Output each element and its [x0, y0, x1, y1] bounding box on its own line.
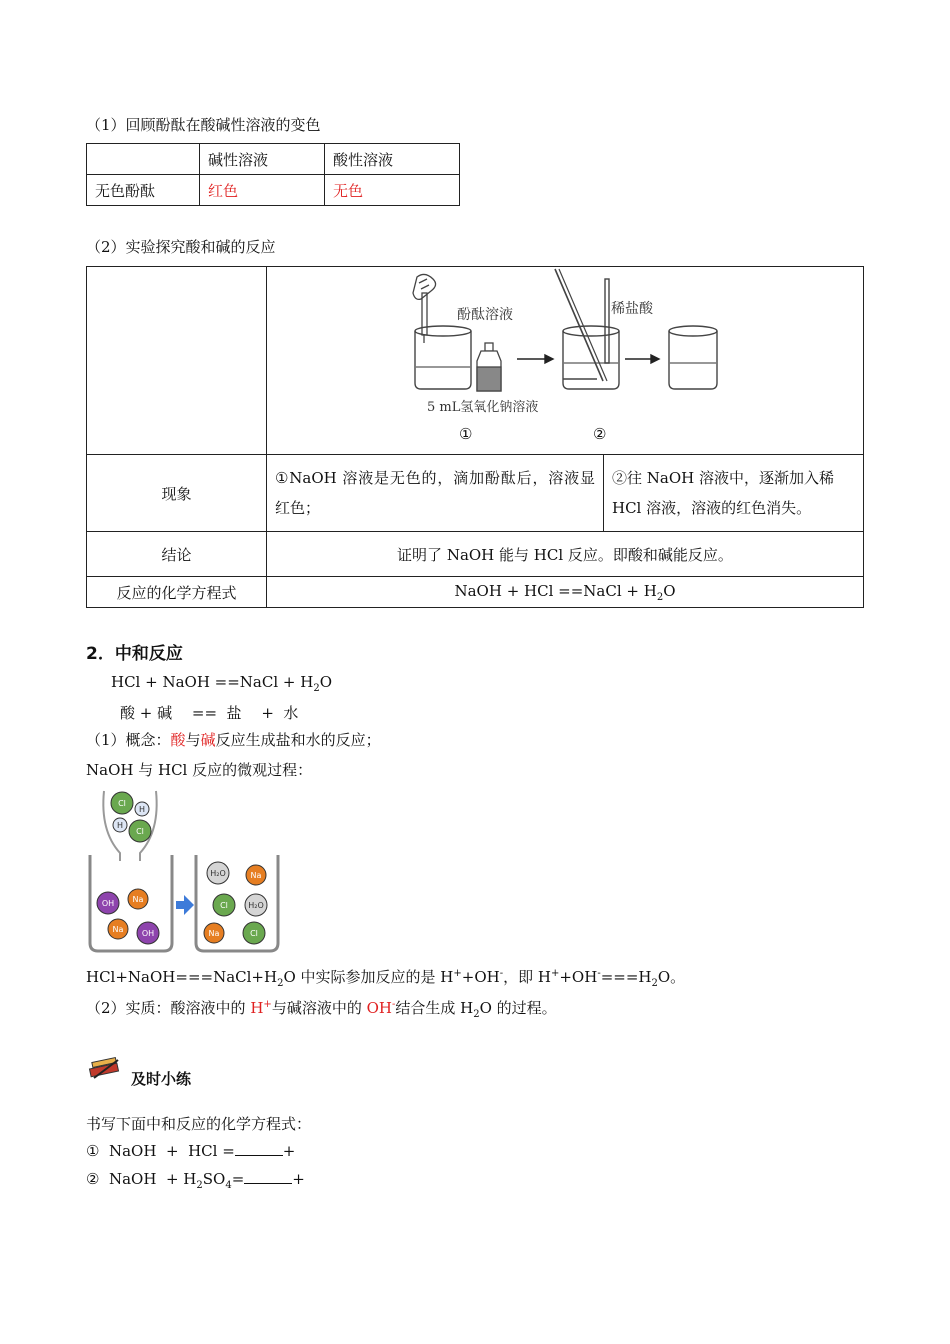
micro-process-diagram: [86, 785, 282, 955]
equation-label: 反应的化学方程式: [87, 577, 267, 608]
ion-na-1: Na: [132, 895, 144, 904]
micro-process-label: NaOH 与 HCl 反应的微观过程：: [86, 761, 313, 779]
arrow-right-icon: [625, 355, 659, 363]
experiment-figure-cell: [267, 267, 864, 455]
acid-label: 稀盐酸: [611, 301, 653, 317]
equation-text: NaOH + HCl ==NaCl + $H_2O$: [267, 577, 864, 608]
acidic-color: 无色: [325, 175, 460, 206]
ionic-equation-line: $HCl+NaOH===NaCl+H_2O$ 中实际参加反应的是 H++OH-，即 $H^++OH^-===H_2O$。: [86, 968, 686, 989]
phenomenon-label: 现象: [87, 455, 267, 532]
practice-q1: ① NaOH + HCl = +: [86, 1142, 296, 1160]
ion-cl-2: Cl: [136, 827, 144, 836]
conclusion-label: 结论: [87, 532, 267, 577]
section1-heading: （1）回顾酚酞在酸碱性溶液的变色: [86, 116, 321, 134]
ion-cl-1: Cl: [118, 799, 126, 808]
section2-heading: （2）实验探究酸和碱的反应: [86, 238, 276, 256]
phenomenon-1: ①NaOH 溶液是无色的，滴加酚酞后，溶液显红色；: [267, 455, 604, 532]
ion-na-4: Na: [208, 929, 220, 938]
arrow-right-icon: [517, 355, 553, 363]
figure-label-cell: [87, 267, 267, 455]
beaker-2-icon: [555, 269, 619, 389]
phenolphthalein-table: [86, 143, 460, 206]
concept-line: （1）概念：酸与碱反应生成盐和水的反应；: [86, 731, 381, 749]
pencil-ruler-icon: [88, 1056, 122, 1084]
essence-line: （2）实质：酸溶液中的 H+与碱溶液中的 OH-结合生成 $H_2O$ 的过程。: [86, 999, 557, 1020]
ion-h-2: H: [116, 821, 124, 830]
ion-h-1: H: [138, 805, 146, 814]
indicator-label: 酚酞溶液: [457, 307, 513, 323]
ion-na-3: Na: [250, 871, 262, 880]
answer-blank-2[interactable]: [244, 1169, 292, 1184]
ion-oh-1: OH: [101, 899, 115, 908]
arrow-right-icon: [176, 895, 194, 915]
conclusion-text: 证明了 NaOH 能与 HCl 反应。即酸和碱能反应。: [267, 532, 864, 577]
table-corner: [87, 144, 200, 175]
section-title-neutralization: 2．中和反应: [86, 644, 183, 664]
phenomenon-2: ②往 NaOH 溶液中，逐渐加入稀 HCl 溶液，溶液的红色消失。: [604, 455, 864, 532]
experiment-figure: [267, 267, 863, 454]
ion-cl-3: Cl: [220, 901, 228, 910]
molecule-h2o-2: H₂O: [248, 901, 264, 910]
ion-na-2: Na: [112, 925, 124, 934]
ion-cl-4: Cl: [250, 929, 258, 938]
col-alkaline-header: 碱性溶液: [200, 144, 325, 175]
word-equation: 酸 + 碱 == 盐 + 水: [120, 704, 299, 722]
practice-title: 及时小练: [131, 1070, 192, 1088]
molecule-h2o-1: H₂O: [210, 869, 226, 878]
beaker-3-icon: [669, 326, 717, 389]
base-label: 5 mL氢氧化钠溶液: [427, 400, 539, 415]
row-label: 无色酚酞: [87, 175, 200, 206]
alkaline-color: 红色: [200, 175, 325, 206]
indicator-bottle-icon: [477, 343, 501, 391]
practice-q2: ② NaOH + $H_2SO_4=$ +: [86, 1170, 305, 1191]
neutralization-equation: HCl + NaOH ==NaCl + $H_2O$: [111, 673, 333, 694]
step-1-label: ①: [459, 425, 473, 443]
ion-oh-2: OH: [141, 929, 155, 938]
answer-blank-1[interactable]: [235, 1141, 283, 1156]
col-acidic-header: 酸性溶液: [325, 144, 460, 175]
experiment-table: [86, 266, 864, 608]
step-2-label: ②: [593, 425, 607, 443]
practice-instruction: 书写下面中和反应的化学方程式：: [86, 1115, 312, 1133]
